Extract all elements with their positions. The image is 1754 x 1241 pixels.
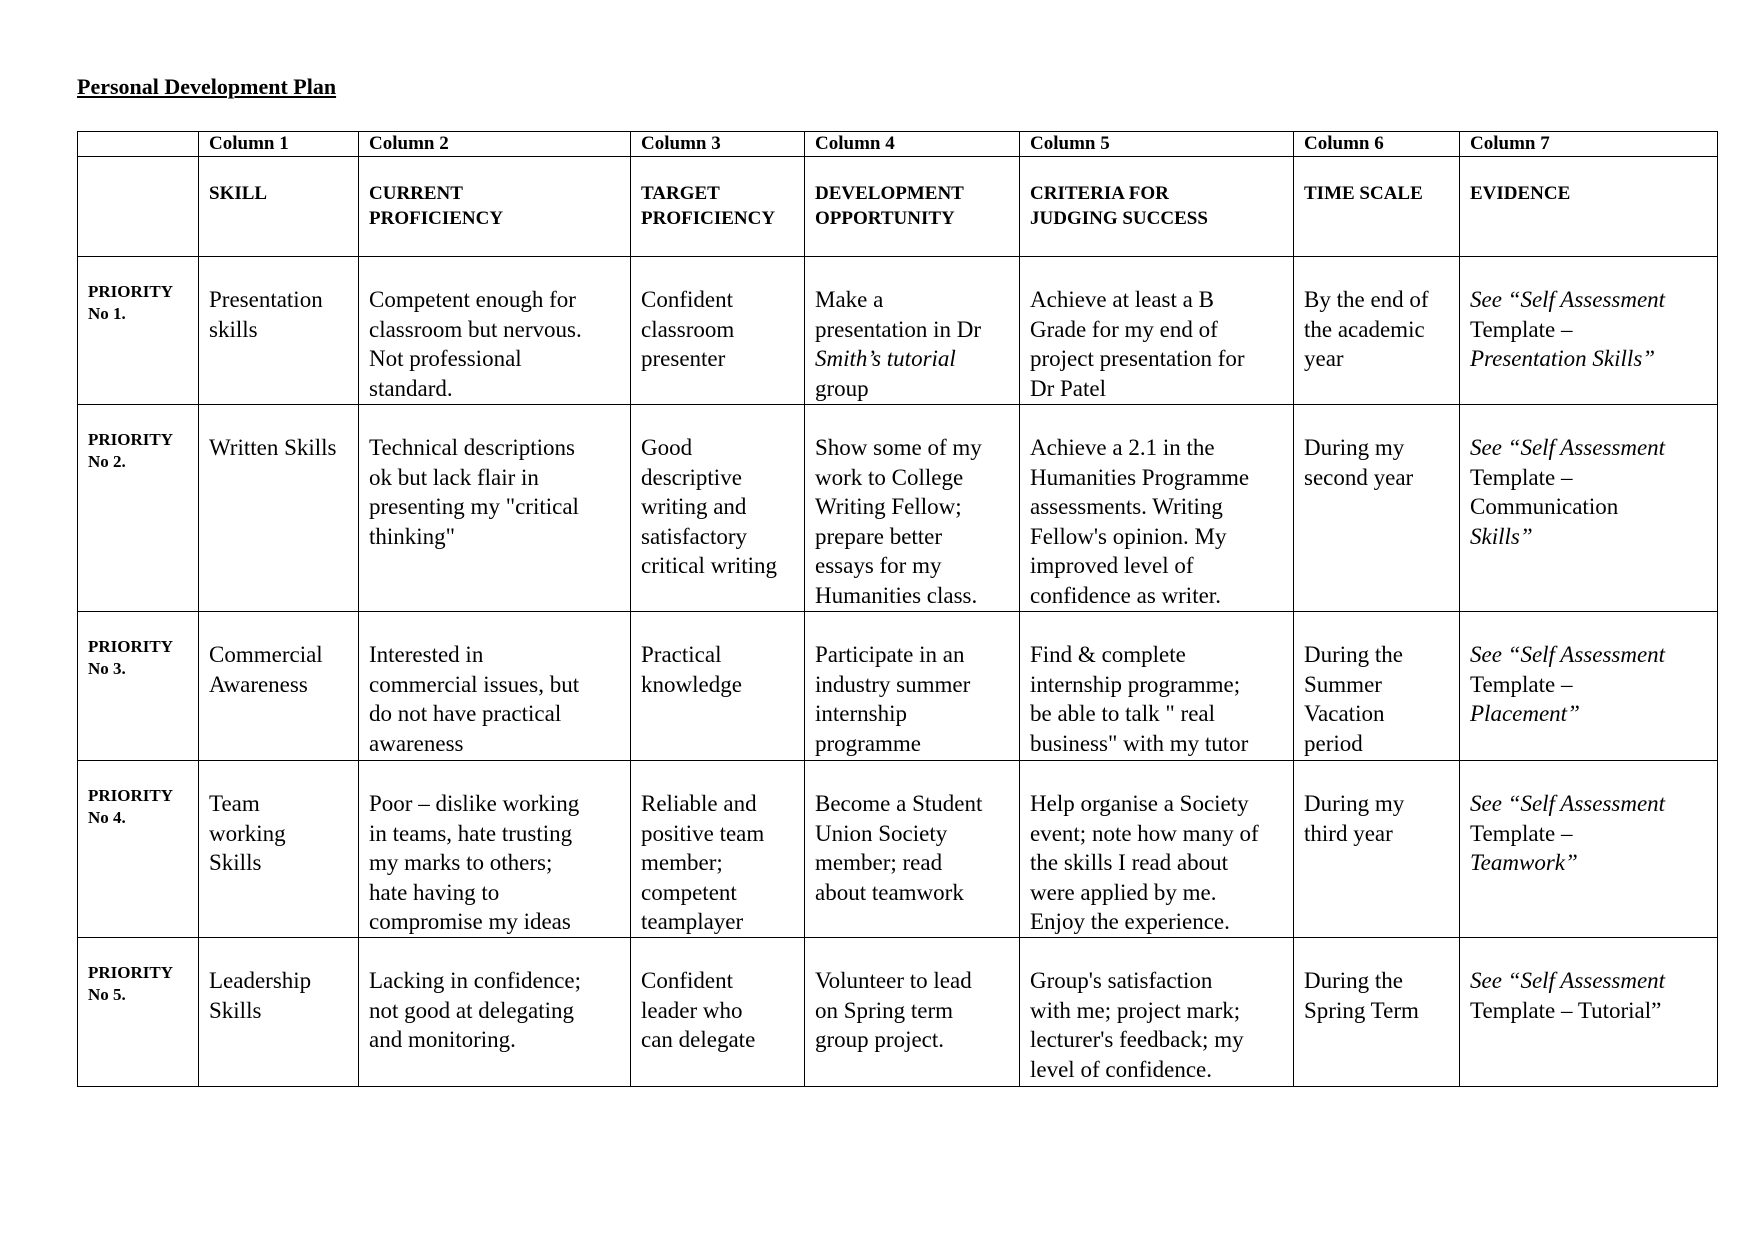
column-number-cell: Column 2	[359, 132, 631, 157]
skill-cell	[199, 612, 359, 761]
cell-line: member; read	[815, 850, 943, 875]
cell-line: Teamwork”	[1470, 850, 1578, 875]
target-proficiency-cell	[631, 405, 805, 612]
header-line: EVIDENCE	[1470, 183, 1571, 204]
cell-line: with me; project mark;	[1030, 997, 1241, 1023]
cell-line: commercial issues, but	[369, 671, 580, 697]
cell-line: presenting my "critical	[369, 494, 579, 519]
cell-line: not good at delegating	[369, 997, 575, 1023]
cell-line: positive team	[641, 820, 765, 846]
cell-line: Achieve at least a B	[1030, 287, 1214, 312]
cell-line: event; note how many of	[1030, 820, 1259, 846]
development-opportunity-cell	[805, 257, 1020, 405]
cell-line: See “Self Assessment	[1470, 435, 1666, 460]
cell-line: competent	[641, 879, 737, 905]
cell-line: Skills	[209, 850, 262, 875]
criteria-cell	[1020, 257, 1294, 405]
cell-line: Become a Student	[815, 791, 983, 816]
table-row	[78, 405, 1718, 612]
header-line: OPPORTUNITY	[815, 208, 955, 229]
priority-line: PRIORITY	[88, 282, 174, 301]
column-number-cell: Column 1	[199, 132, 359, 157]
column-number-cell: Column 7	[1460, 132, 1718, 157]
cell-line: Writing Fellow;	[815, 494, 962, 519]
target-proficiency-cell	[631, 257, 805, 405]
cell-line: and monitoring.	[369, 1027, 516, 1052]
priority-cell	[78, 257, 199, 405]
development-opportunity-cell	[805, 761, 1020, 938]
header-line: PROFICIENCY	[369, 208, 504, 229]
priority-line: PRIORITY	[88, 430, 174, 449]
header-row	[78, 157, 1718, 257]
cell-line: can delegate	[641, 1027, 756, 1052]
cell-line: level of confidence.	[1030, 1056, 1212, 1082]
header-line: JUDGING SUCCESS	[1030, 208, 1208, 229]
column-number-cell: Column 5	[1020, 132, 1294, 157]
cell-line: Interested in	[369, 642, 484, 667]
header-line: CURRENT	[369, 183, 463, 204]
cell-line: my marks to others;	[369, 850, 553, 875]
cell-line: Spring Term	[1304, 997, 1419, 1023]
cell-line: were applied by me.	[1030, 879, 1217, 905]
target-proficiency-cell	[631, 938, 805, 1087]
cell-line: Union Society	[815, 820, 948, 846]
cell-line: prepare better	[815, 523, 943, 549]
priority-cell	[78, 761, 199, 938]
cell-line: classroom	[641, 316, 735, 342]
cell-line: descriptive	[641, 464, 742, 490]
cell-line: See “Self Assessment	[1470, 642, 1666, 667]
cell-line: Poor – dislike working	[369, 791, 580, 816]
priority-cell	[78, 612, 199, 761]
evidence-cell	[1460, 612, 1718, 761]
priority-cell	[78, 938, 199, 1087]
cell-line: in teams, hate trusting	[369, 820, 573, 846]
time-scale-cell	[1294, 257, 1460, 405]
table-row	[78, 761, 1718, 938]
cell-line: internship	[815, 701, 907, 726]
cell-line: Presentation Skills”	[1470, 346, 1656, 371]
cell-line: Volunteer to lead	[815, 968, 972, 993]
evidence-cell	[1460, 405, 1718, 612]
cell-line: industry summer	[815, 671, 971, 697]
header-cell-criteria	[1020, 157, 1294, 257]
skill-cell	[199, 761, 359, 938]
cell-line: Smith’s tutorial	[815, 346, 956, 371]
cell-line: Confident	[641, 287, 733, 312]
cell-line: Template –	[1470, 464, 1573, 490]
cell-line: critical writing	[641, 553, 778, 578]
header-cell-target-proficiency	[631, 157, 805, 257]
cell-line: Grade for my end of	[1030, 316, 1218, 342]
header-line: PROFICIENCY	[641, 208, 776, 229]
cell-line: Awareness	[209, 671, 308, 697]
cell-line: Skills”	[1470, 523, 1533, 549]
cell-line: lecturer's feedback; my	[1030, 1027, 1244, 1052]
cell-line: business" with my tutor	[1030, 730, 1249, 756]
cell-line: Reliable and	[641, 791, 757, 816]
column-number-cell: Column 6	[1294, 132, 1460, 157]
cell-line: Help organise a Society	[1030, 791, 1249, 816]
cell-line: leader who	[641, 997, 743, 1023]
cell-line: classroom but nervous.	[369, 316, 582, 342]
header-line: TARGET	[641, 183, 720, 204]
cell-line: be able to talk " real	[1030, 701, 1215, 726]
priority-line: PRIORITY	[88, 786, 174, 805]
header-cell-evidence	[1460, 157, 1718, 257]
priority-line: No 5.	[88, 985, 126, 1004]
cell-line: Achieve a 2.1 in the	[1030, 435, 1215, 460]
cell-line: about teamwork	[815, 879, 964, 905]
cell-line: Template –	[1470, 316, 1573, 342]
criteria-cell	[1020, 938, 1294, 1087]
cell-line: presenter	[641, 346, 726, 371]
cell-line: satisfactory	[641, 523, 748, 549]
development-plan-table	[77, 131, 1718, 1087]
development-opportunity-cell	[805, 612, 1020, 761]
cell-line: Template –	[1470, 820, 1573, 846]
cell-line: Group's satisfaction	[1030, 968, 1213, 993]
target-proficiency-cell	[631, 612, 805, 761]
cell-line: the skills I read about	[1030, 850, 1229, 875]
cell-line: third year	[1304, 820, 1393, 846]
time-scale-cell	[1294, 612, 1460, 761]
column-number-cell	[78, 132, 199, 157]
development-opportunity-cell	[805, 938, 1020, 1087]
current-proficiency-cell	[359, 257, 631, 405]
cell-line: Competent enough for	[369, 287, 576, 312]
cell-line: the academic	[1304, 316, 1425, 342]
header-cell-time-scale	[1294, 157, 1460, 257]
cell-line: Written Skills	[209, 435, 337, 460]
cell-line: confidence as writer.	[1030, 582, 1221, 608]
cell-line: Vacation	[1304, 701, 1385, 726]
cell-line: presentation in Dr	[815, 316, 982, 342]
cell-line: Not professional	[369, 346, 522, 371]
cell-line: project presentation for	[1030, 346, 1245, 371]
cell-line: During my	[1304, 435, 1405, 460]
cell-line: member;	[641, 850, 723, 875]
cell-line: ok but lack flair in	[369, 464, 539, 490]
cell-line: assessments. Writing	[1030, 494, 1223, 519]
header-cell-skill	[199, 157, 359, 257]
cell-line: group project.	[815, 1027, 945, 1052]
cell-line: compromise my ideas	[369, 909, 571, 934]
column-number-cell: Column 3	[631, 132, 805, 157]
header-line: DEVELOPMENT	[815, 183, 964, 204]
cell-line: year	[1304, 346, 1344, 371]
cell-line: Team	[209, 791, 260, 816]
cell-line: knowledge	[641, 671, 742, 697]
criteria-cell	[1020, 405, 1294, 612]
cell-line: By the end of	[1304, 287, 1429, 312]
header-line: TIME SCALE	[1304, 183, 1423, 204]
priority-line: No 2.	[88, 452, 126, 471]
current-proficiency-cell	[359, 405, 631, 612]
cell-line: standard.	[369, 375, 453, 401]
cell-line: on Spring term	[815, 997, 953, 1023]
cell-line: improved level of	[1030, 553, 1194, 578]
current-proficiency-cell	[359, 612, 631, 761]
priority-line: PRIORITY	[88, 963, 174, 982]
table-row	[78, 938, 1718, 1087]
cell-line: Dr Patel	[1030, 375, 1107, 401]
cell-line: teamplayer	[641, 909, 744, 934]
cell-line: Show some of my	[815, 435, 982, 460]
priority-line: No 1.	[88, 304, 126, 323]
cell-line: Summer	[1304, 671, 1382, 697]
cell-line: Humanities Programme	[1030, 464, 1250, 490]
header-cell-current-proficiency	[359, 157, 631, 257]
cell-line: During the	[1304, 968, 1404, 993]
cell-line: Commercial	[209, 642, 323, 667]
development-opportunity-cell	[805, 405, 1020, 612]
cell-line: Template – Tutorial”	[1470, 997, 1662, 1023]
priority-line: No 4.	[88, 808, 126, 827]
cell-line: Practical	[641, 642, 722, 667]
cell-line: Presentation	[209, 287, 323, 312]
cell-line: Participate in an	[815, 642, 965, 667]
table-row	[78, 612, 1718, 761]
cell-line: essays for my	[815, 553, 942, 578]
cell-line: See “Self Assessment	[1470, 968, 1666, 993]
time-scale-cell	[1294, 405, 1460, 612]
cell-line: Leadership	[209, 968, 312, 993]
header-cell-development-opportunity	[805, 157, 1020, 257]
cell-line: hate having to	[369, 879, 500, 905]
cell-line: do not have practical	[369, 701, 562, 726]
cell-line: Communication	[1470, 494, 1619, 519]
cell-line: writing and	[641, 494, 747, 519]
priority-cell	[78, 405, 199, 612]
evidence-cell	[1460, 938, 1718, 1087]
cell-line: During the	[1304, 642, 1404, 667]
priority-line: No 3.	[88, 659, 126, 678]
cell-line: thinking"	[369, 523, 456, 549]
cell-line: Technical descriptions	[369, 435, 575, 460]
cell-line: internship programme;	[1030, 671, 1241, 697]
header-line: SKILL	[209, 183, 268, 204]
column-number-cell: Column 4	[805, 132, 1020, 157]
skill-cell	[199, 257, 359, 405]
cell-line: working	[209, 820, 286, 846]
cell-line: second year	[1304, 464, 1414, 490]
cell-line: See “Self Assessment	[1470, 791, 1666, 816]
skill-cell	[199, 405, 359, 612]
cell-line: programme	[815, 730, 922, 756]
cell-line: Lacking in confidence;	[369, 968, 582, 993]
target-proficiency-cell	[631, 761, 805, 938]
evidence-cell	[1460, 257, 1718, 405]
cell-line: awareness	[369, 730, 464, 756]
cell-line: Enjoy the experience.	[1030, 909, 1230, 934]
cell-line: group	[815, 375, 869, 401]
cell-line: During my	[1304, 791, 1405, 816]
column-number-row	[78, 132, 1718, 157]
cell-line: Make a	[815, 287, 884, 312]
time-scale-cell	[1294, 761, 1460, 938]
current-proficiency-cell	[359, 761, 631, 938]
current-proficiency-cell	[359, 938, 631, 1087]
cell-line: Find & complete	[1030, 642, 1186, 667]
cell-line: Humanities class.	[815, 582, 978, 608]
table-row	[78, 257, 1718, 405]
cell-line: Skills	[209, 997, 262, 1023]
skill-cell	[199, 938, 359, 1087]
criteria-cell	[1020, 761, 1294, 938]
header-cell-blank	[78, 157, 199, 257]
cell-line: See “Self Assessment	[1470, 287, 1666, 312]
cell-line: skills	[209, 316, 258, 342]
cell-line: Template –	[1470, 671, 1573, 697]
cell-line: work to College	[815, 464, 964, 490]
cell-line: Confident	[641, 968, 733, 993]
document-title: Personal Development Plan	[77, 74, 337, 99]
priority-line: PRIORITY	[88, 637, 174, 656]
time-scale-cell	[1294, 938, 1460, 1087]
cell-line: period	[1304, 730, 1363, 756]
cell-line: Placement”	[1470, 701, 1580, 726]
cell-line: Fellow's opinion. My	[1030, 523, 1227, 549]
cell-line: Good	[641, 435, 693, 460]
header-line: CRITERIA FOR	[1030, 183, 1169, 204]
evidence-cell	[1460, 761, 1718, 938]
criteria-cell	[1020, 612, 1294, 761]
